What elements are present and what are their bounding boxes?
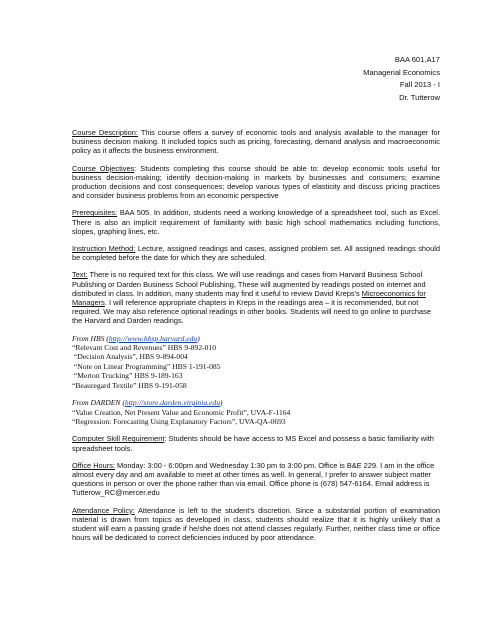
reading-item: “Relevant Cost and Revenues” HBS 9-892-010 [72,343,217,353]
instruction-method-text: Lecture, assigned readings and cases, assigned problem set. All assigned readings should be completed before the date for which they are scheduled. [72,244,441,263]
course-objectives-label: Course Objectives [72,163,135,173]
course-objectives-text: : Students completing this course should be able to: develop economic tools useful for business decision-making; identify decision-making in markets by businesses and consumers; examine production decisions and cost consequences; develop various types of elasticity and discuss pricing practices and consider business problems from an economic perspective [72,163,440,201]
text-section-intro: There is no required text for this class. We will use readings and cases from Harvard Business School Publishing or Darden Business School Publishing, These will augmented by readings posted on internet and distributed in class. In addition, many students may find it useful to review David Kreps's [72,270,426,298]
darden-link[interactable]: http://store.darden.virginia.edu [124,398,220,408]
attendance-policy-text: Attendance is left to the student's discretion. Since a substantial portion of examination material is drawn from topics as developed in class, students should realize that it is highly unlikely that a student will earn a passing grade if he/she does not attend classes regularly. Further, neither class time or office hours will be dedicated to correct deficiencies induced by poor attendance. [72,505,440,543]
darden-source-close: ) [220,398,223,408]
hbs-source-close: ) [197,333,200,343]
darden-source [72,398,440,407]
hbs-source [72,334,440,343]
computer-skill-label: Computer Skill Requirement [72,434,165,444]
course-description [72,128,440,156]
reading-item: “Regression: Forecasting Using Explanatory Factors”, UVA-QA-0693 [72,416,286,426]
reading-item: “Note on Linear Programming” HBS 1-191-085 [72,361,221,371]
text-section-rest: . I will reference appropriate chapters in Kreps in the readings area – it is recommended, but not required. We may also reference optional readings in other books. Students will need to go online to purchase the Harvard and Darden readings. [72,298,431,326]
prerequisites [72,208,440,236]
reading-item: “Value Creation, Net Present Value and Economic Profit”, UVA-F-1164 [72,407,291,417]
instruction-method [72,244,440,262]
attendance-policy-label: Attendance Policy: [72,505,135,515]
office-hours-text: Monday: 3:00 - 6:00pm and Wednesday 1:30 pm to 3:00 pm. Office is B&E 229. I am in the office almost every day and am available to meet at other times as well. In general, I prefer to answer subject matter questions in person or over the phone rather than via email. Office phone is (678) 547-6164. Email address is Tutterow_RC@mercer.edu [72,460,435,498]
textbook-title: Microeconomics for Managers [72,288,426,308]
course-term: Fall 2013 - I [399,80,440,89]
instruction-method-label: Instruction Method: [72,244,136,254]
course-description-label: Course Description: [72,128,138,137]
reading-item: “Decision Analysis”, HBS 9-894-004 [72,352,188,362]
instructor-name: Dr. Tutterow [399,92,440,102]
reading-item: “Merton Trucking” HBS 9-189-163 [72,371,183,381]
prerequisites-label: Prerequisites: [72,208,118,218]
course-description-text: This course offers a survey of economic tools and analysis available to the manager for business decision making. It included topics such as pricing, forecasting, demand analysis and macroeconomic policy as it affects the business environment. [72,128,440,156]
computer-skill [72,434,440,452]
darden-readings [72,398,440,426]
office-hours-label: Office Hours: [72,460,115,470]
hbs-readings [72,334,440,390]
course-name: Managerial Economics [363,67,440,77]
computer-skill-text: : Students should be have access to MS Excel and possess a basic familiarity with spreadsheet tools. [72,434,434,453]
text-section-label: Text: [72,270,88,280]
course-code: BAA 601.A17 [394,55,440,64]
text-section [72,270,440,325]
syllabus-body [72,128,440,550]
course-header [363,54,440,104]
office-hours [72,461,440,498]
hbs-source-label: From HBS ( [72,333,109,343]
attendance-policy [72,506,440,543]
course-objectives [72,164,440,201]
prerequisites-text: BAA 505. In addition, students need a working knowledge of a spreadsheet tool, such as Excel. There is also an implicit requirement of familiarity with basic high school mathematics including functions, slopes, graphing lines, etc. [72,208,440,236]
reading-item: “Beauregard Textile” HBS 9-191-058 [72,380,187,390]
darden-source-label: From DARDEN ( [72,398,125,408]
hbs-link[interactable]: http://www.hbsp.harvard.edu [108,333,198,343]
